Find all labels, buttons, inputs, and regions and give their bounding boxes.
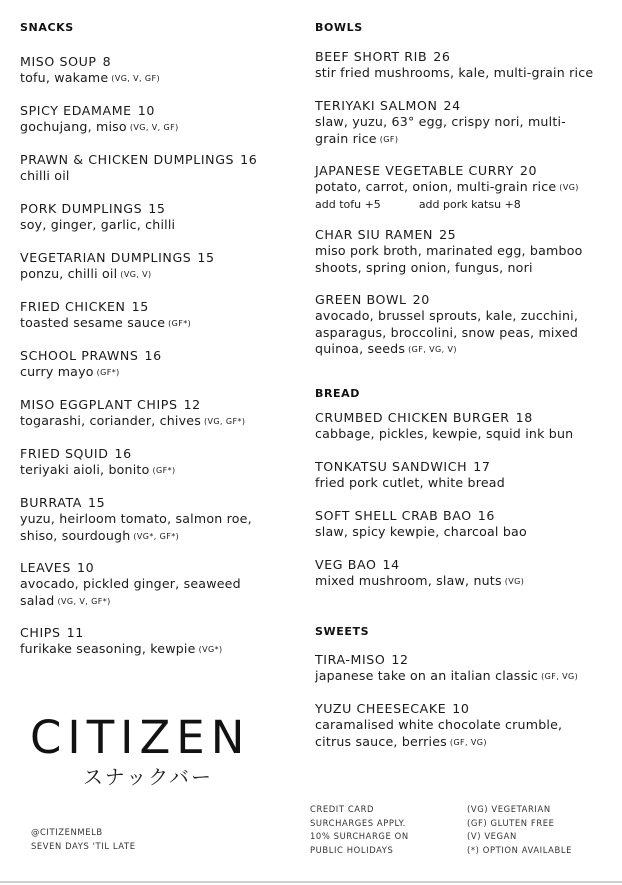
dietary-tags: (VG, GF*) [204,417,246,426]
item-price: 20 [412,292,430,307]
dietary-tags: (GF*) [152,466,176,475]
item-description [20,413,292,431]
item-price: 12 [183,397,201,412]
item-desc-text: fried pork cutlet, white bread [315,475,505,490]
item-price: 15 [131,299,149,314]
item-description [20,462,292,480]
item-description [315,717,563,751]
item-price: 14 [382,557,400,572]
section-title-bowls: BOWLS [315,21,363,34]
item-desc-text: furikake seasoning, kewpie [20,641,196,656]
menu-item [315,162,615,212]
dietary-tags: (VG, V, GF) [111,74,161,83]
logo-subtitle: スナックバー [83,765,213,789]
item-price: 15 [148,201,166,216]
item-desc-text: yuzu, heirloom tomato, salmon roe, shiso, sourdough [20,511,252,543]
dietary-tags: (VG*, GF*) [133,531,180,541]
item-price: 17 [473,459,491,474]
item-description [20,315,292,333]
item-desc-text: slaw, spicy kewpie, charcoal bao [315,524,527,539]
menu-item [315,556,615,591]
item-name: JAPANESE VEGETABLE CURRY [315,163,514,178]
social-handle: @CITIZENMELB [31,827,103,837]
item-desc-text: avocado, brussel sprouts, kale, zucchini, asparagus, broccolini, snow peas, mixed quinoa, seeds [315,308,579,356]
item-price: 11 [66,625,84,640]
menu-item [315,291,581,359]
item-desc-text: mixed mushroom, slaw, nuts [315,573,502,588]
dietary-tags: (VG) [504,577,525,586]
item-price: 24 [443,98,461,113]
item-price: 20 [519,163,538,178]
surcharge-line: PUBLIC HOLIDAYS [310,844,394,855]
brand-logo [30,712,260,790]
item-name-line [20,445,292,462]
item-price: 16 [240,152,258,167]
section-title-snacks: SNACKS [20,21,74,34]
item-name-line [20,200,292,217]
item-name: TIRA-MISO [315,652,386,667]
menu-item [315,97,590,148]
menu-item [20,347,292,382]
item-desc-text: stir fried mushrooms, kale, multi-grain rice [315,65,594,80]
item-name-line [20,347,292,364]
item-description [20,217,292,235]
item-desc-text: caramalised white chocolate crumble, citrus sauce, berries [315,717,563,749]
section-title-sweets: SWEETS [315,625,370,638]
item-description [315,573,615,591]
item-price: 26 [433,49,451,64]
menu-item [315,226,585,277]
item-price: 12 [391,652,409,667]
item-name: TERIYAKI SALMON [315,98,438,113]
item-name: SCHOOL PRAWNS [20,348,139,363]
menu-item [20,102,292,137]
item-desc-text: slaw, yuzu, 63° egg, crispy nori, multi-grain rice [315,114,566,146]
menu-item [20,559,245,610]
item-description [315,524,615,542]
item-name-line [315,700,563,717]
item-name: PORK DUMPLINGS [20,201,143,216]
item-name: MISO EGGPLANT CHIPS [20,397,178,412]
dietary-tags: (GF, VG) [541,672,579,681]
dietary-legend [467,803,572,857]
surcharge-line: CREDIT CARD [310,804,375,814]
dietary-tags: (GF, VG, V) [408,345,457,354]
item-description [315,308,581,359]
item-name: CRUMBED CHICKEN BURGER [315,410,510,425]
item-description [315,243,585,277]
item-name: SOFT SHELL CRAB BAO [315,508,472,523]
item-name-line [315,507,615,524]
item-name: CHAR SIU RAMEN [315,227,434,242]
bottom-divider [0,881,622,883]
dietary-tags: (VG*) [198,645,223,654]
item-desc-text: gochujang, miso [20,119,127,134]
item-description [315,179,615,197]
dietary-tags: (VG) [559,183,579,192]
item-description [20,266,292,284]
item-name-line [20,624,292,641]
surcharge-line: SURCHARGES APPLY. [310,817,406,828]
item-desc-text: avocado, pickled ginger, seaweed salad [20,576,241,608]
menu-item [315,48,615,83]
item-price: 10 [452,701,470,716]
dietary-tags: (VG, V) [120,270,152,279]
menu-item [315,507,615,542]
item-name-line [20,102,292,119]
item-price: 16 [144,348,162,363]
surcharge-line: 10% SURCHARGE ON [310,831,409,841]
item-name-line [20,494,258,511]
item-description [20,576,245,610]
item-name: VEGETARIAN DUMPLINGS [20,250,192,265]
menu-item [20,445,292,480]
section-title-bread: BREAD [315,387,361,400]
dietary-tags: (VG, V, GF) [129,123,179,132]
item-name-line [20,559,245,576]
item-name: LEAVES [20,560,71,575]
item-description [20,511,258,545]
menu-item [20,249,292,284]
item-price: 10 [76,560,95,575]
opening-hours: SEVEN DAYS 'TIL LATE [31,840,136,851]
item-desc-text: tofu, wakame [20,70,109,85]
item-price: 25 [439,227,457,242]
item-description [315,114,590,148]
item-description [20,119,292,137]
item-price: 8 [102,54,112,69]
item-desc-text: togarashi, coriander, chives [20,413,201,428]
item-name-line [315,556,615,573]
item-name: FRIED SQUID [20,446,109,461]
item-description [315,475,615,493]
menu-item [20,298,292,333]
menu-item [20,624,292,659]
item-name: VEG BAO [315,557,377,572]
addon-pork-katsu: add pork katsu +8 [418,197,521,211]
item-name-line [20,396,292,413]
item-desc-text: curry mayo [20,364,94,379]
contact-info [31,826,136,853]
item-desc-text: chilli oil [20,168,70,183]
item-desc-text: teriyaki aioli, bonito [20,462,150,477]
item-price: 16 [477,508,495,523]
menu-item [20,53,292,88]
item-description [20,168,292,186]
legend-line: (V) VEGAN [467,831,517,841]
item-name: SPICY EDAMAME [20,103,132,118]
item-name: MISO SOUP [20,54,97,69]
addon-options [315,197,615,212]
addon-tofu: add tofu +5 [315,197,381,211]
item-description [20,641,292,659]
item-name-line [315,97,590,114]
item-name: BURRATA [20,495,83,510]
item-name: YUZU CHEESECAKE [315,701,447,716]
item-name-line [20,249,292,266]
item-desc-text: miso pork broth, marinated egg, bamboo shoots, spring onion, fungus, nori [315,243,583,275]
item-name: CHIPS [20,625,61,640]
surcharge-note [310,803,409,857]
menu-item [315,651,615,686]
item-desc-text: potato, carrot, onion, multi-grain rice [315,179,557,194]
dietary-tags: (GF) [379,134,399,144]
item-name-line [20,53,292,70]
menu-item [315,700,563,751]
item-price: 15 [88,495,106,510]
legend-line: (VG) VEGETARIAN [467,804,551,814]
item-description [20,364,292,382]
item-name: GREEN BOWL [315,292,407,307]
menu-item [20,494,258,545]
item-description [20,70,292,88]
item-price: 10 [137,103,155,118]
item-price: 18 [515,410,533,425]
item-price: 15 [197,250,215,265]
menu-item [20,151,292,186]
item-name-line [315,226,585,243]
item-name-line [20,151,292,168]
item-name-line [20,298,292,315]
dietary-tags: (VG, V, GF*) [57,596,111,606]
dietary-tags: (GF*) [96,368,120,377]
item-name: TONKATSU SANDWICH [315,459,468,474]
item-desc-text: japanese take on an italian classic [315,668,539,683]
item-price: 16 [114,446,132,461]
item-name-line [315,291,581,308]
menu-item [20,396,292,431]
item-name-line [315,48,615,65]
logo-wordmark: CITIZEN [30,711,251,764]
item-name-line [315,162,615,179]
menu-item [315,409,615,444]
legend-line: (*) OPTION AVAILABLE [467,844,573,855]
item-name-line [315,458,615,475]
item-name-line [315,409,615,426]
item-name-line [315,651,615,668]
menu-item [20,200,292,235]
menu-item [315,458,615,493]
item-description [315,65,615,83]
item-name: BEEF SHORT RIB [315,49,428,64]
item-description [315,668,615,686]
item-desc-text: soy, ginger, garlic, chilli [20,217,176,232]
item-desc-text: cabbage, pickles, kewpie, squid ink bun [315,426,574,441]
legend-line: (GF) GLUTEN FREE [467,817,555,828]
dietary-tags: (GF, VG) [449,737,487,747]
item-name: PRAWN & CHICKEN DUMPLINGS [20,152,235,167]
item-desc-text: toasted sesame sauce [20,315,166,330]
item-description [315,426,615,444]
dietary-tags: (GF*) [168,319,192,328]
item-name: FRIED CHICKEN [20,299,126,314]
item-desc-text: ponzu, chilli oil [20,266,118,281]
